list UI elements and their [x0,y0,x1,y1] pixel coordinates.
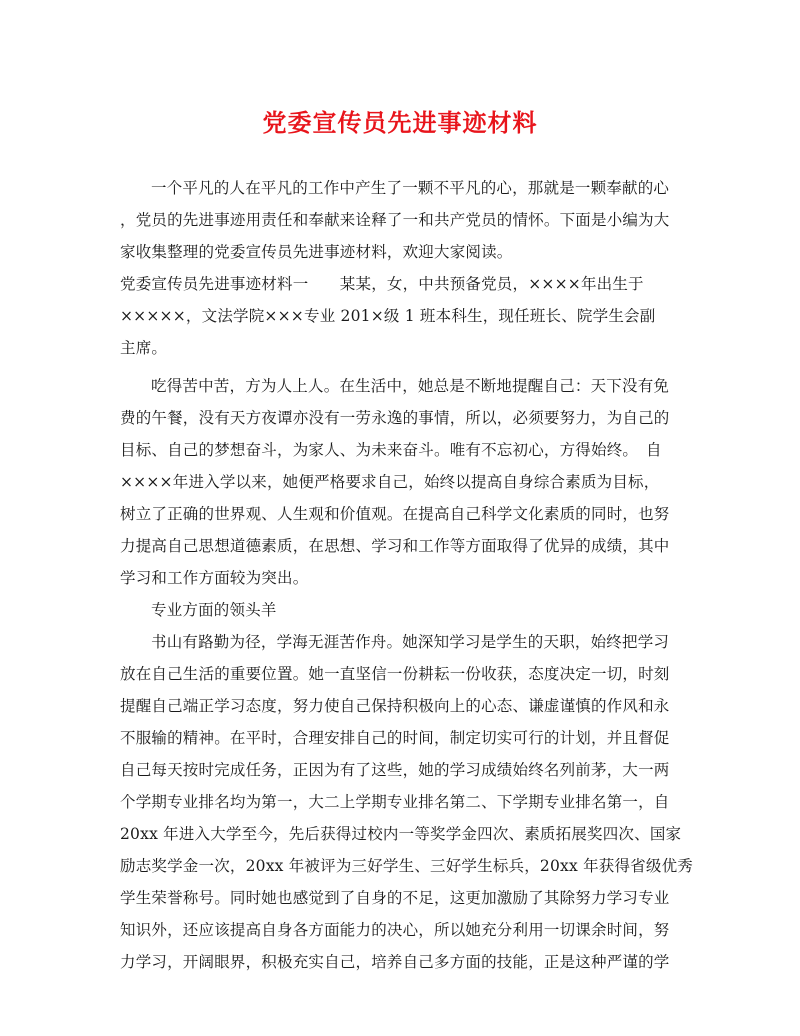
text-line: ××××年进入学以来，她便严格要求自己，始终以提高自身综合素质为目标， [120,473,660,491]
text-line: 个学期专业排名均为第一，大二上学期专业排名第二、下学期专业排名第一，自 [120,793,670,811]
text-line: 提醒自己端正学习态度，努力使自己保持积极向上的心态、谦虚谨慎的作风和永 [120,697,670,715]
text-line: ，党员的先进事迹用责任和奉献来诠释了一和共产党员的情怀。下面是小编为大 [120,211,670,229]
text-line: 学习和工作方面较为突出。 [120,569,309,587]
document-title: 党委宣传员先进事迹材料 [262,108,538,137]
text-line: 目标、自己的梦想奋斗，为家人、为未来奋斗。唯有不忘初心，方得始终。 自 [120,441,662,459]
text-line: 20xx 年进入大学至今，先后获得过校内一等奖学金四次、素质拓展奖四次、国家 [120,825,682,843]
text-line: 力学习，开阔眼界，积极充实自己，培养自己多方面的技能，正是这种严谨的学 [120,953,670,971]
text-line: 吃得苦中苦，方为人上人。在生活中，她总是不断地提醒自己：天下没有免 [151,377,670,395]
text-line: 一个平凡的人在平凡的工作中产生了一颗不平凡的心，那就是一颗奉献的心 [151,179,670,197]
text-line: 不服输的精神。在平时，合理安排自己的时间，制定切实可行的计划，并且督促 [120,729,670,747]
text-line: 家收集整理的党委宣传员先进事迹材料，欢迎大家阅读。 [120,243,513,261]
text-line: 书山有路勤为径，学海无涯苦作舟。她深知学习是学生的天职，始终把学习 [151,633,670,651]
text-line: 树立了正确的世界观、人生观和价值观。在提高自己科学文化素质的同时，也努 [120,505,670,523]
text-line: 自己每天按时完成任务，正因为有了这些，她的学习成绩始终名列前茅，大一两 [120,761,670,779]
paragraph-intro [120,172,680,268]
text-line: 学生荣誉称号。同时她也感觉到了自身的不足，这更加激励了其除努力学习专业 [120,889,670,907]
document-body [120,172,693,984]
section-heading [120,594,680,626]
text-line: 专业方面的领头羊 [151,601,277,619]
paragraph-study [120,626,693,978]
text-line: ×××××，文法学院×××专业 201×级 1 班本科生，现任班长、院学生会副 [120,307,656,325]
paragraph-life [120,370,680,594]
text-line: 党委宣传员先进事迹材料一 某某，女，中共预备党员，××××年出生于 [120,275,644,293]
text-line: 力提高自己思想道德素质，在思想、学习和工作等方面取得了优异的成绩，其中 [120,537,670,555]
text-line: 知识外，还应该提高自身各方面能力的决心，所以她充分利用一切课余时间，努 [120,921,670,939]
text-line: 主席。 [120,339,168,357]
text-line: 励志奖学金一次，20xx 年被评为三好学生、三好学生标兵，20xx 年获得省级优秀 [120,857,693,875]
text-line: 放在自己生活的重要位置。她一直坚信一份耕耘一份收获，态度决定一切，时刻 [120,665,670,683]
text-line: 费的午餐，没有天方夜谭亦没有一劳永逸的事情，所以，必须要努力，为自己的 [120,409,670,427]
paragraph-profile [120,268,680,364]
